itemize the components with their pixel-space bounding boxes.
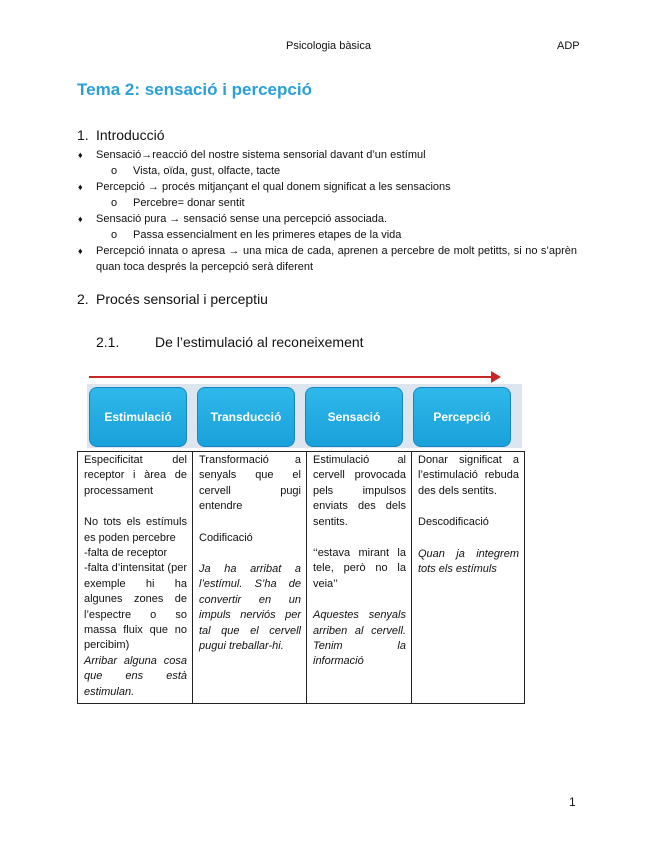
bullet-text: Percepció → procés mitjançant el qual donem significat a les sensacions [96,181,451,193]
section-2-title: Procés sensorial i perceptiu [96,291,268,307]
box-sensacio: Sensació [305,387,403,447]
section-1-number: 1. [77,127,89,143]
bullet-text: Sensació→reacció del nostre sistema sensorial davant d’un estímul [96,149,426,161]
cell-text: Transformació a senyals que el cervell pugi entendre [199,454,301,513]
section-2-number: 2. [77,291,89,307]
section-2-heading [77,291,268,307]
section-2-1-title: De l’estimulació al reconeixement [155,334,364,350]
process-arrow-line [89,376,497,378]
table-cell-sensacio [307,452,412,704]
table-cell-percepcio [412,452,525,704]
process-table [77,451,525,704]
cell-text-italic: Quan ja integrem tots els estímuls [418,547,519,576]
circle-bullet-icon: o [111,197,118,209]
header-author: ADP [557,40,580,52]
process-diagram [87,370,522,450]
cell-text-italic: Arribar alguna cosa que ens està estimulan. [84,654,187,698]
cell-text: Estimulació al cervell provocada pels impulsos enviats des dels sentits. [313,454,406,528]
cell-text: Descodificació [418,516,489,529]
list-item [78,147,576,163]
page-number: 1 [569,795,576,809]
cell-text-italic: Ja ha arribat a l’estímul. S’ha de convertir en un impuls nerviós per tal que el cervell pugui treballar-hi. [199,563,301,653]
diamond-bullet-icon: ♦ [78,246,83,256]
sub-bullet-text: Vista, oïda, gust, olfacte, tacte [133,165,281,177]
arrow-right-icon [491,371,501,383]
cell-text: -falta d’intensitat (per exemple hi ha algunes zones de l’espectre o so massa fluix que no percibim) [84,562,187,652]
cell-text: -falta de receptor [84,547,168,560]
list-item [78,179,576,195]
list-item [78,243,577,275]
sub-list-item [111,227,402,243]
cell-text: Especificitat del receptor i àrea de processament [84,454,187,497]
document-title: Tema 2: sensació i percepció [77,80,312,99]
diamond-bullet-icon: ♦ [78,182,83,192]
cell-text: Codificació [199,531,253,544]
sub-list-item [111,163,281,179]
section-1-title: Introducció [96,127,165,143]
table-row [78,452,525,704]
diamond-bullet-icon: ♦ [78,150,83,160]
section-2-1-number: 2.1. [96,334,120,350]
box-transduccio: Transducció [197,387,295,447]
cell-text: Donar significat a l’estimulació rebuda des dels sentits. [418,454,519,497]
sub-bullet-text: Percebre= donar sentit [133,197,245,209]
sub-bullet-text: Passa essencialment en les primeres etapes de la vida [133,229,402,241]
section-1-heading [77,127,164,143]
header-title: Psicologia bàsica [286,40,371,52]
diamond-bullet-icon: ♦ [78,214,83,224]
cell-text: No tots els estímuls es poden percebre [84,516,187,544]
box-percepcio: Percepció [413,387,511,447]
cell-text: ‘‘estava mirant la tele, però no la veia’’ [313,547,406,590]
table-cell-estimulacio [78,452,193,704]
circle-bullet-icon: o [111,165,118,177]
table-cell-transduccio [193,452,307,704]
list-item [78,211,576,227]
bullet-text: Percepció innata o apresa → una mica de cada, aprenen a percebre de molt petitts, si no s’aprèn quan toca després la percepció serà diferent [96,245,577,273]
bullet-text: Sensació pura → sensació sense una percepció associada. [96,213,388,225]
cell-text-italic: Aquestes senyals arriben al cervell. Tenim la informació [313,609,406,668]
circle-bullet-icon: o [111,229,118,241]
sub-list-item [111,195,245,211]
box-estimulacio: Estimulació [89,387,187,447]
